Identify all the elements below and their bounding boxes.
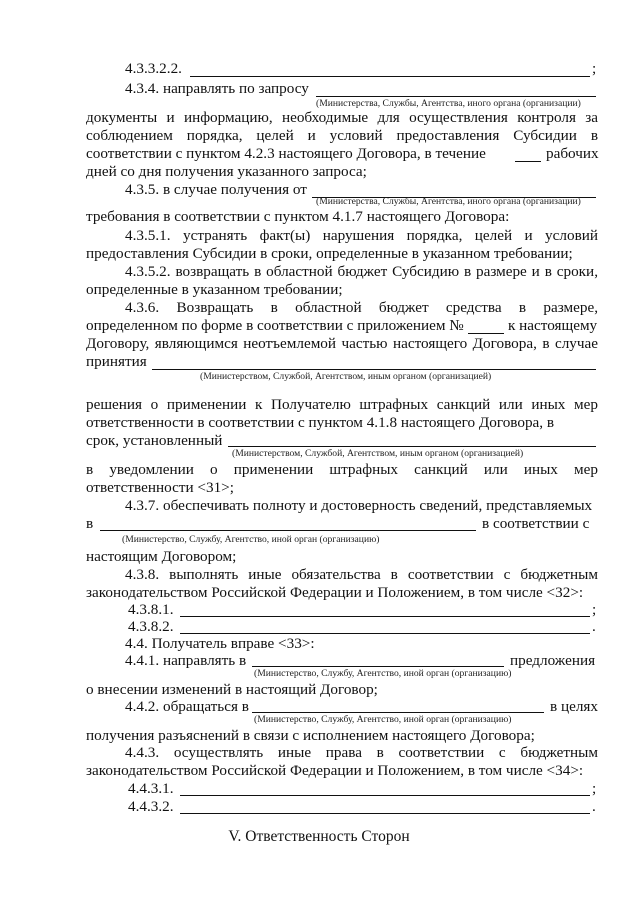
clause-4-4-1: 4.4.1. направлять в bbox=[125, 652, 247, 669]
text-line: законодательством Российской Федерации и Положением, в том числе <32>: bbox=[86, 584, 584, 601]
text-line: предоставления Субсидии в сроки, определенные в указанном требовании; bbox=[86, 245, 573, 262]
line-end: ; bbox=[592, 60, 597, 77]
text-line: о внесении изменений в настоящий Договор; bbox=[86, 681, 378, 698]
text-line: ответственности в соответствии с пунктом 4.1.8 настоящего Договора, в bbox=[86, 414, 555, 431]
text-line: определенном по форме в соответствии с приложением № bbox=[86, 317, 464, 334]
text-line: требования в соответствии с пунктом 4.1.7 настоящего Договора: bbox=[86, 208, 510, 225]
caption-authority: (Министерством, Службой, Агентством, иным органом (организацией) bbox=[232, 448, 524, 459]
text-line: соблюдением порядка, целей и условий предоставления Субсидии в bbox=[86, 127, 598, 144]
clause-4-3-8-1: 4.3.8.1. bbox=[128, 601, 174, 618]
blank-appendix-number bbox=[468, 333, 504, 334]
text-line: рабочих bbox=[546, 145, 599, 162]
clause-4-4-2: 4.4.2. обращаться в bbox=[125, 698, 249, 715]
text-line: к настоящему bbox=[508, 317, 598, 334]
blank-line bbox=[100, 530, 476, 531]
blank-days bbox=[515, 161, 541, 162]
clause-4-3-5-2: 4.3.5.2. возвращать в областной бюджет Субсидию в размере и в сроки, bbox=[125, 263, 598, 280]
clause-4-4-3: 4.4.3. осуществлять иные права в соответствии с бюджетным bbox=[125, 744, 598, 761]
blank-line bbox=[180, 813, 590, 814]
text-line: в соответствии с bbox=[482, 515, 590, 532]
blank-line bbox=[228, 446, 596, 447]
text-line: в bbox=[86, 515, 94, 532]
text-line: настоящим Договором; bbox=[86, 548, 237, 565]
line-end: ; bbox=[592, 780, 597, 797]
text-line: ответственности <31>; bbox=[86, 479, 234, 496]
clause-4-4: 4.4. Получатель вправе <33>: bbox=[125, 635, 315, 652]
clause-4-3-3-2-2: 4.3.3.2.2. bbox=[125, 60, 182, 77]
text-line: дней со дня получения указанного запроса; bbox=[86, 163, 367, 180]
blank-line bbox=[180, 633, 590, 634]
text-line: в уведомлении о применении штрафных санкций или иных мер bbox=[86, 461, 598, 478]
text-line: получения разъяснений в связи с исполнением настоящего Договора; bbox=[86, 727, 535, 744]
caption-authority: (Министерство, Службу, Агентство, иной орган (организацию) bbox=[254, 668, 512, 679]
caption-authority: (Министерством, Службой, Агентством, иным органом (организацией) bbox=[200, 371, 492, 382]
text-line: определенные в указанном требовании; bbox=[86, 281, 343, 298]
caption-authority: (Министерства, Службы, Агентства, иного органа (организации) bbox=[316, 196, 581, 207]
text-line: предложения bbox=[510, 652, 596, 669]
blank-line bbox=[180, 616, 590, 617]
text-line: Договору, являющимся неотъемлемой частью настоящего Договора, в случае bbox=[86, 335, 598, 352]
line-end: ; bbox=[592, 601, 597, 618]
text-line: принятия bbox=[86, 353, 147, 370]
line-end: . bbox=[592, 618, 596, 635]
blank-line bbox=[316, 96, 596, 97]
clause-4-3-6: 4.3.6. Возвращать в областной бюджет средства в размере, bbox=[125, 299, 598, 316]
text-line: соответствии с пунктом 4.2.3 настоящего Договора, в течение bbox=[86, 145, 486, 162]
section-title: V. Ответственность Сторон bbox=[228, 828, 410, 845]
clause-4-3-4: 4.3.4. направлять по запросу bbox=[125, 80, 309, 97]
clause-4-3-8: 4.3.8. выполнять иные обязательства в соответствии с бюджетным bbox=[125, 566, 598, 583]
text-line: в целях bbox=[550, 698, 598, 715]
clause-4-3-5: 4.3.5. в случае получения от bbox=[125, 181, 307, 198]
caption-authority: (Министерство, Службу, Агентство, иной орган (организацию) bbox=[122, 534, 380, 545]
blank-line bbox=[190, 76, 590, 77]
clause-4-3-8-2: 4.3.8.2. bbox=[128, 618, 174, 635]
clause-4-3-5-1: 4.3.5.1. устранять факт(ы) нарушения порядка, целей и условий bbox=[125, 227, 598, 244]
blank-line bbox=[180, 795, 590, 796]
blank-line bbox=[252, 666, 504, 667]
blank-line bbox=[152, 369, 596, 370]
caption-authority: (Министерства, Службы, Агентства, иного органа (организации) bbox=[316, 98, 581, 109]
clause-4-4-3-1: 4.4.3.1. bbox=[128, 780, 174, 797]
caption-authority: (Министерство, Службу, Агентство, иной орган (организацию) bbox=[254, 714, 512, 725]
text-line: документы и информацию, необходимые для осуществления контроля за bbox=[86, 109, 598, 126]
clause-4-3-7: 4.3.7. обеспечивать полноту и достоверность сведений, представляемых bbox=[125, 497, 593, 514]
clause-4-4-3-2: 4.4.3.2. bbox=[128, 798, 174, 815]
line-end: . bbox=[592, 798, 596, 815]
blank-line bbox=[252, 712, 544, 713]
text-line: решения о применении к Получателю штрафных санкций или иных мер bbox=[86, 396, 598, 413]
text-line: срок, установленный bbox=[86, 432, 223, 449]
text-line: законодательством Российской Федерации и Положением, в том числе <34>: bbox=[86, 762, 584, 779]
